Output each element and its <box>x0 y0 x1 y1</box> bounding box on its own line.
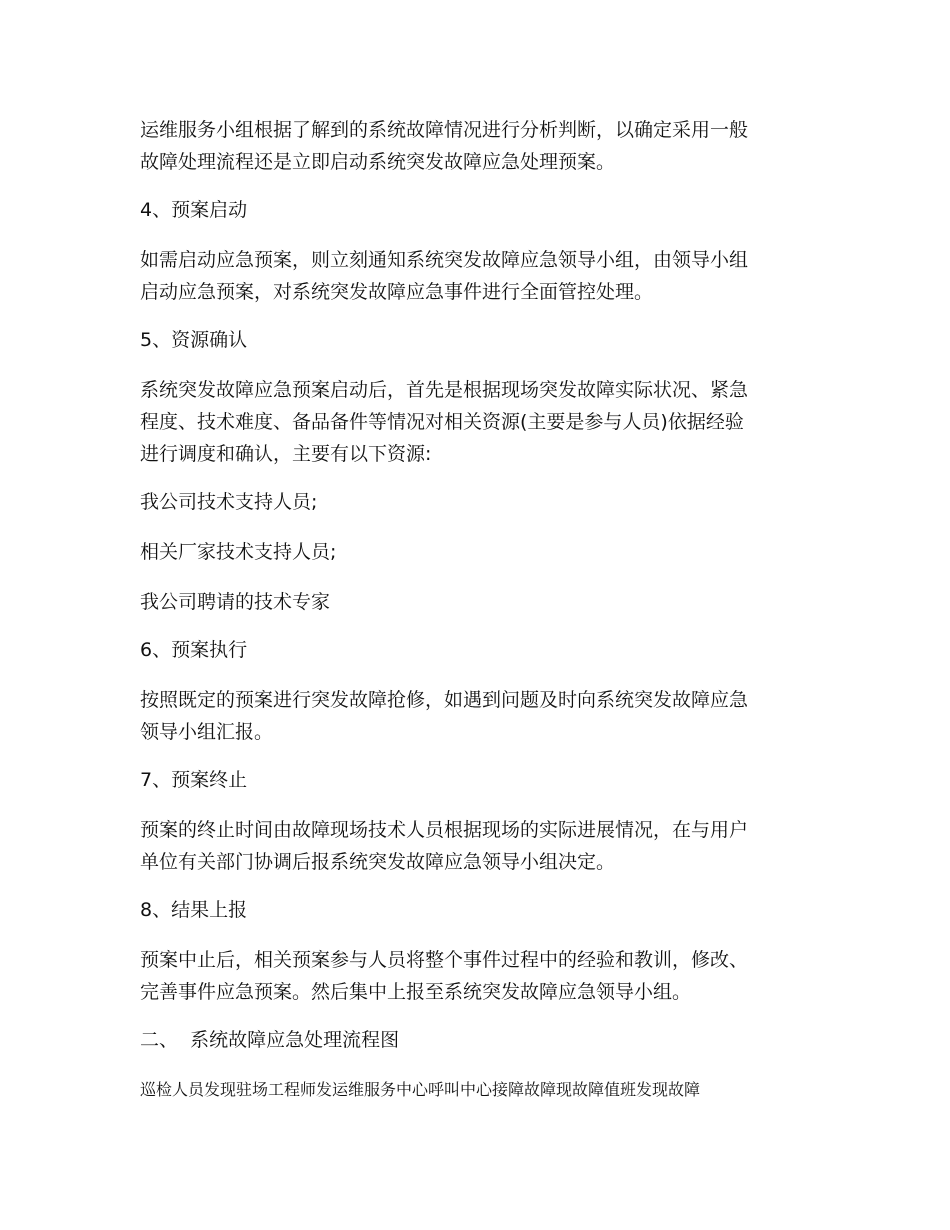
text-line: 启动应急预案，对系统突发故障应急事件进行全面管控处理。 <box>140 281 654 303</box>
text-line: 系统突发故障应急预案启动后，首先是根据现场突发故障实际状况、紧急 <box>140 379 749 401</box>
heading-text: 二、 系统故障应急处理流程图 <box>140 1029 400 1051</box>
text-line: 我公司技术支持人员; <box>140 491 318 513</box>
text-line: 领导小组汇报。 <box>140 721 274 743</box>
paragraph-analysis <box>140 114 820 178</box>
text-line: 相关厂家技术支持人员; <box>140 541 337 563</box>
heading-result-report <box>140 894 820 926</box>
text-line: 进行调度和确认，主要有以下资源: <box>140 443 432 465</box>
text-line: 程度、技术难度、备品备件等情况对相关资源(主要是参与人员)依据经验 <box>140 411 744 433</box>
heading-resource-confirm <box>140 324 820 356</box>
text-line: 预案中止后，相关预案参与人员将整个事件过程中的经验和教训，修改、 <box>140 949 749 971</box>
text-line: 我公司聘请的技术专家 <box>140 591 331 613</box>
paragraph-result-report <box>140 944 820 1008</box>
heading-text: 4、预案启动 <box>140 199 248 221</box>
heading-plan-start <box>140 194 820 226</box>
paragraph-plan-execute <box>140 684 820 748</box>
heading-text: 7、预案终止 <box>140 769 248 791</box>
paragraph-plan-start <box>140 244 820 308</box>
heading-text: 5、资源确认 <box>140 329 248 351</box>
heading-plan-execute <box>140 634 820 666</box>
text-line: 运维服务小组根据了解到的系统故障情况进行分析判断，以确定采用一般 <box>140 119 749 141</box>
heading-flowchart <box>140 1024 820 1056</box>
heading-text: 6、预案执行 <box>140 639 248 661</box>
flowchart-text <box>140 1074 820 1106</box>
text-line: 如需启动应急预案，则立刻通知系统突发故障应急领导小组，由领导小组 <box>140 249 749 271</box>
paragraph-plan-terminate <box>140 814 820 878</box>
list-item-resource <box>140 536 820 568</box>
text-line: 按照既定的预案进行突发故障抢修，如遇到问题及时向系统突发故障应急 <box>140 689 749 711</box>
list-item-resource <box>140 586 820 618</box>
text-line: 故障处理流程还是立即启动系统突发故障应急处理预案。 <box>140 151 616 173</box>
paragraph-resource-confirm <box>140 374 820 470</box>
heading-plan-terminate <box>140 764 820 796</box>
heading-text: 8、结果上报 <box>140 899 248 921</box>
text-line: 巡检人员发现驻场工程师发运维服务中心呼叫中心接障故障现故障值班发现故障 <box>140 1080 701 1099</box>
text-line: 单位有关部门协调后报系统突发故障应急领导小组决定。 <box>140 851 616 873</box>
text-line: 完善事件应急预案。然后集中上报至系统突发故障应急领导小组。 <box>140 981 692 1003</box>
text-line: 预案的终止时间由故障现场技术人员根据现场的实际进展情况，在与用户 <box>140 819 749 841</box>
list-item-resource <box>140 486 820 518</box>
